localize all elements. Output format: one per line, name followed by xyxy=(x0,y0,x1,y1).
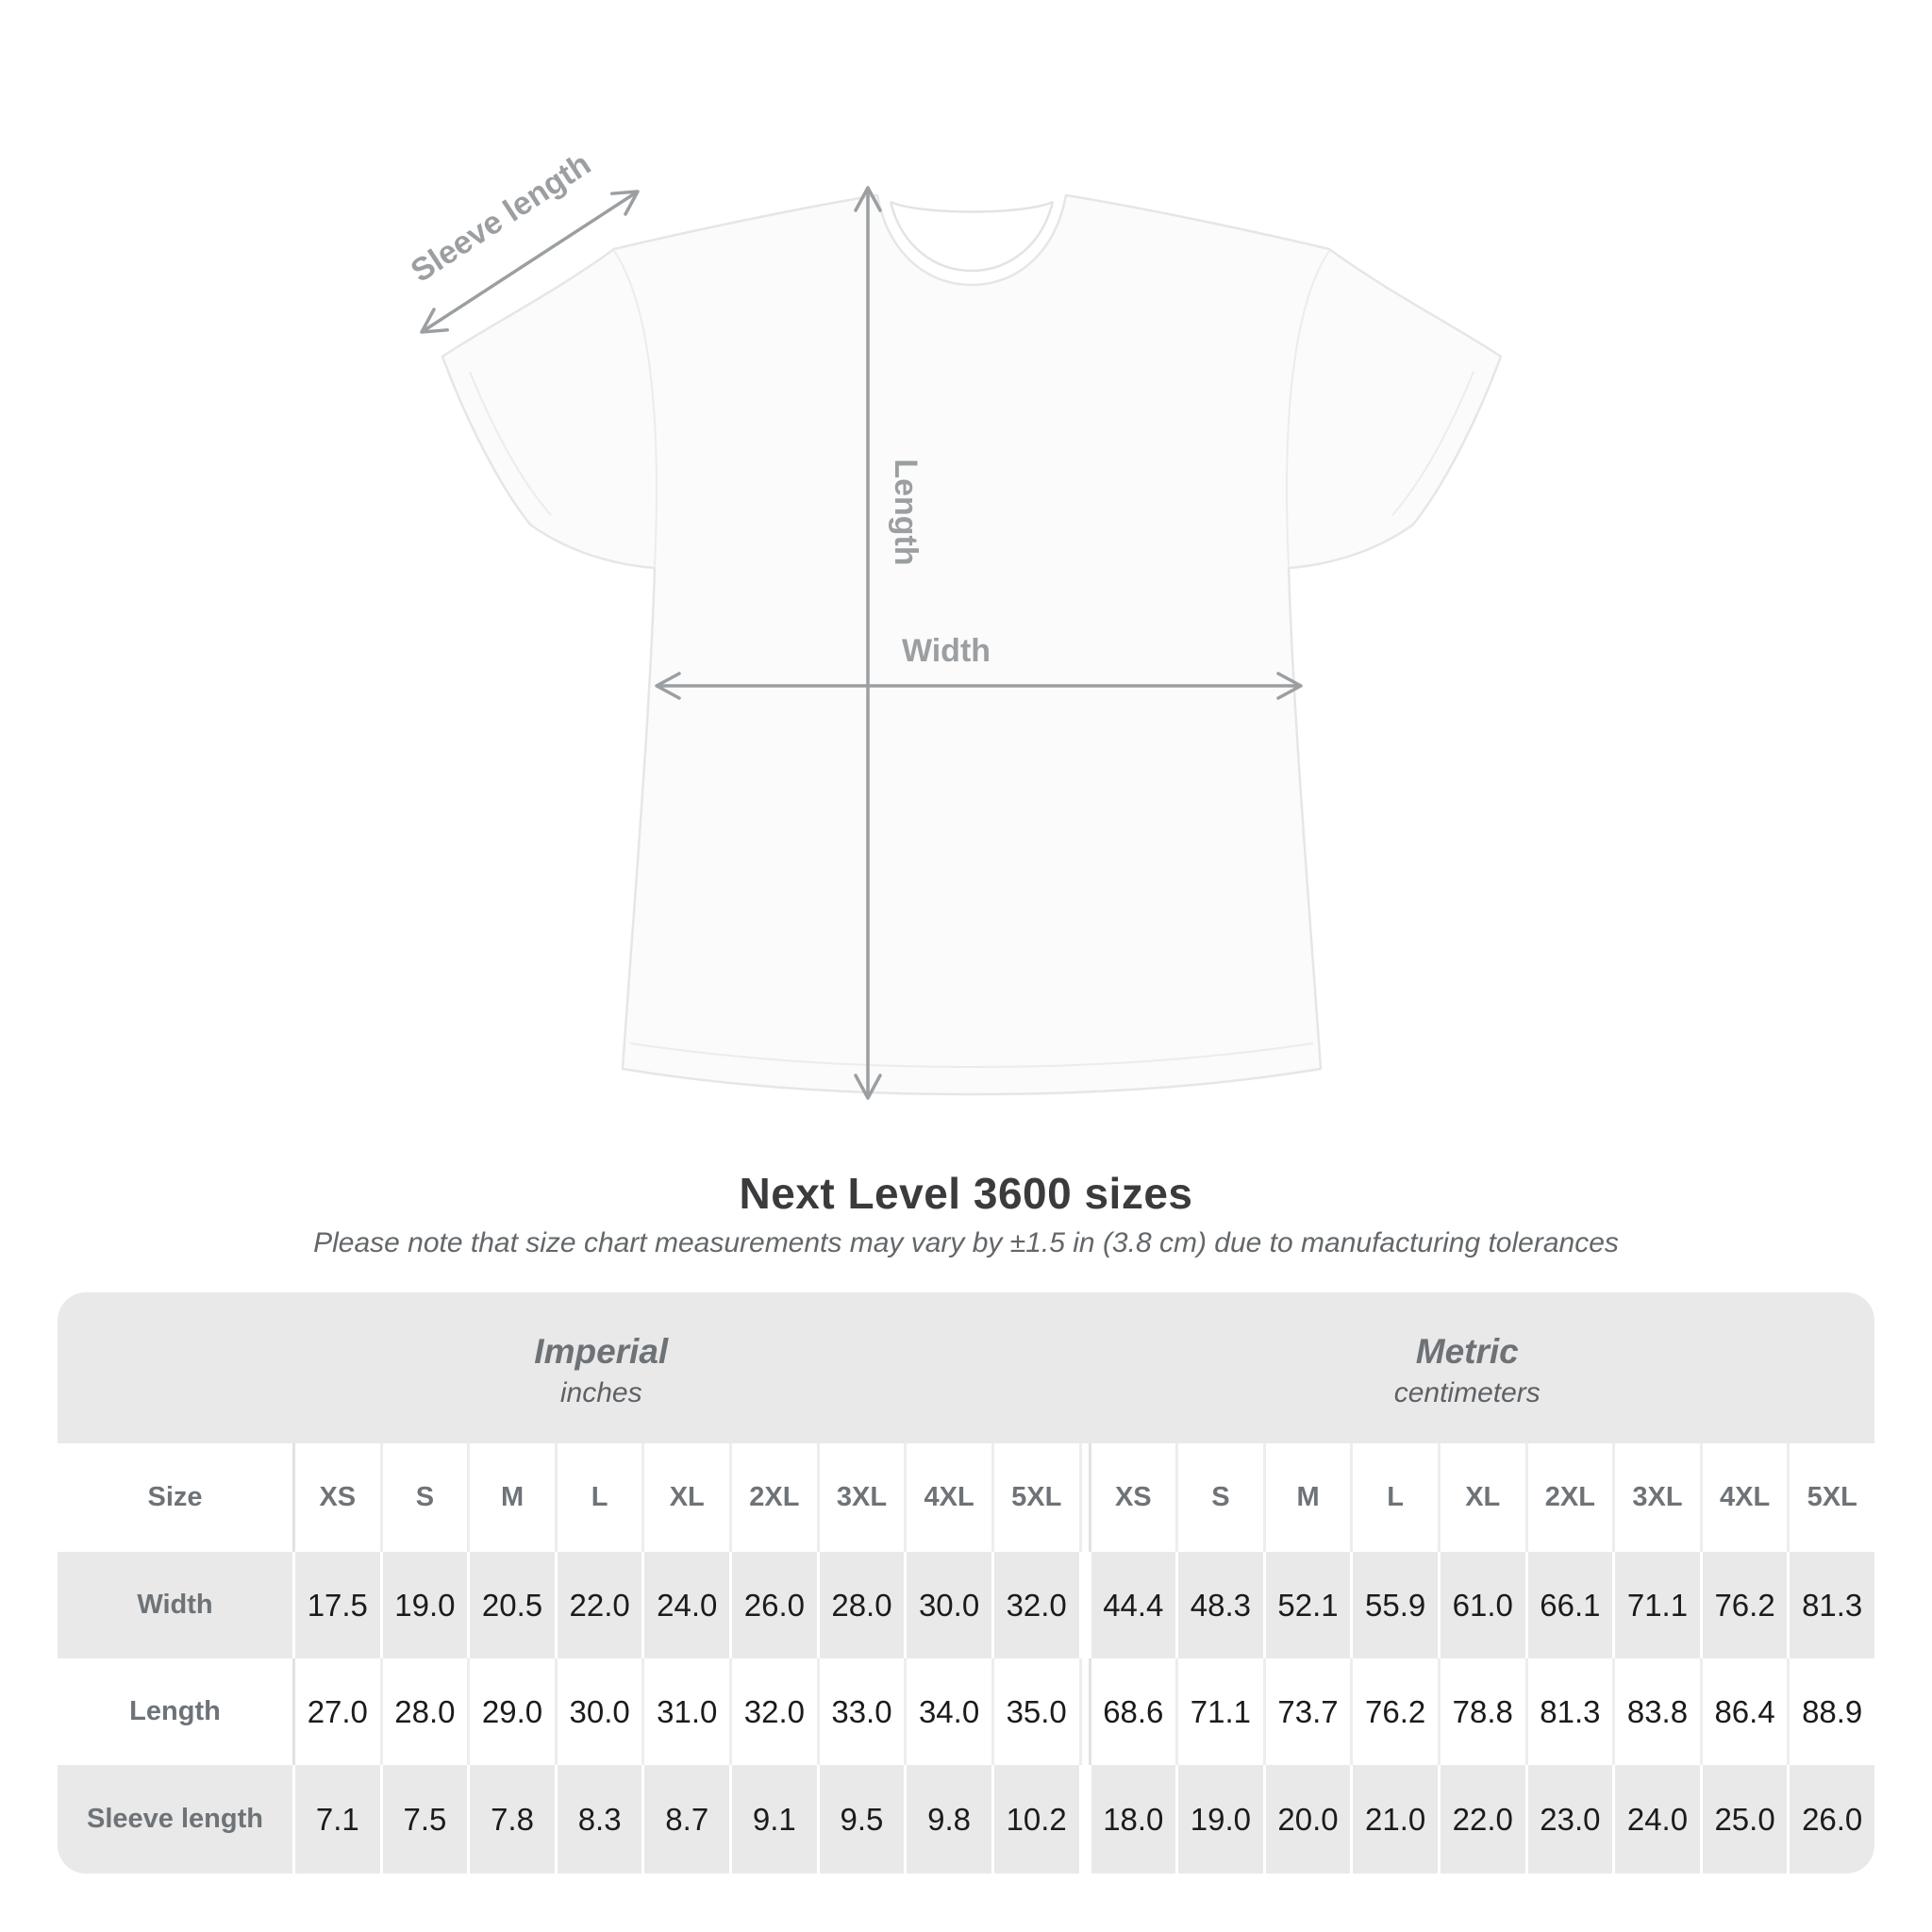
value-cell: 66.1 xyxy=(1525,1552,1613,1658)
unit-gap xyxy=(1079,1552,1089,1658)
metric-group-unit: centimeters xyxy=(1393,1377,1541,1408)
row-label: Length xyxy=(129,1696,221,1726)
value-cell: 19.0 xyxy=(380,1552,468,1658)
value-cell: 22.0 xyxy=(555,1552,642,1658)
metric-group-title: Metric xyxy=(1415,1332,1519,1371)
value-cell: 30.0 xyxy=(555,1658,642,1765)
value-cell: 29.0 xyxy=(467,1658,555,1765)
value-cell: 78.8 xyxy=(1438,1658,1525,1765)
value-cell: 31.0 xyxy=(641,1658,729,1765)
value-cell: 5XL xyxy=(1787,1443,1874,1552)
value-cell: 32.0 xyxy=(991,1552,1079,1658)
value-cell: S xyxy=(1175,1443,1263,1552)
value-cell: 5XL xyxy=(991,1443,1079,1552)
value-cell: 3XL xyxy=(1612,1443,1700,1552)
unit-group-header xyxy=(58,1292,1874,1443)
value-cell: 30.0 xyxy=(904,1552,991,1658)
value-cell: 68.6 xyxy=(1089,1658,1176,1765)
imperial-group-title: Imperial xyxy=(534,1332,669,1371)
value-cell: 18.0 xyxy=(1089,1765,1176,1874)
value-cell: 26.0 xyxy=(1787,1765,1874,1874)
value-cell: 86.4 xyxy=(1700,1658,1788,1765)
value-cell: 24.0 xyxy=(641,1552,729,1658)
value-cell: 10.2 xyxy=(991,1765,1079,1874)
value-cell: 25.0 xyxy=(1700,1765,1788,1874)
value-cell: 9.1 xyxy=(729,1765,817,1874)
value-cell: 35.0 xyxy=(991,1658,1079,1765)
value-cell: 48.3 xyxy=(1175,1552,1263,1658)
value-cell: 17.5 xyxy=(292,1552,380,1658)
value-cell: 7.8 xyxy=(467,1765,555,1874)
value-cell: 9.8 xyxy=(904,1765,991,1874)
value-cell: 52.1 xyxy=(1263,1552,1351,1658)
value-cell: M xyxy=(467,1443,555,1552)
unit-gap xyxy=(1079,1765,1089,1874)
table-row xyxy=(58,1765,1874,1874)
value-cell: 20.0 xyxy=(1263,1765,1351,1874)
value-cell: 3XL xyxy=(817,1443,905,1552)
value-cell: 21.0 xyxy=(1350,1765,1438,1874)
value-cell: 28.0 xyxy=(817,1552,905,1658)
value-cell: 7.1 xyxy=(292,1765,380,1874)
value-cell: 55.9 xyxy=(1350,1552,1438,1658)
table-rows xyxy=(58,1443,1874,1874)
value-cell: 24.0 xyxy=(1612,1765,1700,1874)
value-cell: XS xyxy=(1089,1443,1176,1552)
value-cell: 34.0 xyxy=(904,1658,991,1765)
unit-gap xyxy=(1079,1443,1089,1552)
value-cell: 61.0 xyxy=(1438,1552,1525,1658)
table-row xyxy=(58,1552,1874,1658)
value-cell: 27.0 xyxy=(292,1658,380,1765)
value-cell: 8.3 xyxy=(555,1765,642,1874)
value-cell: 44.4 xyxy=(1089,1552,1176,1658)
width-label: Width xyxy=(901,633,991,669)
value-cell: 76.2 xyxy=(1350,1658,1438,1765)
metric-group xyxy=(1089,1292,1875,1443)
value-cell: 7.5 xyxy=(380,1765,468,1874)
value-cell: 26.0 xyxy=(729,1552,817,1658)
unit-gap xyxy=(1079,1658,1089,1765)
value-cell: 9.5 xyxy=(817,1765,905,1874)
value-cell: XL xyxy=(641,1443,729,1552)
value-cell: 88.9 xyxy=(1787,1658,1874,1765)
tshirt-collar-seams xyxy=(891,202,1053,271)
value-cell: M xyxy=(1263,1443,1351,1552)
value-cell: 71.1 xyxy=(1612,1552,1700,1658)
imperial-group-unit: inches xyxy=(559,1377,642,1408)
value-cell: 8.7 xyxy=(641,1765,729,1874)
value-cell: 19.0 xyxy=(1175,1765,1263,1874)
page-subtitle: Please note that size chart measurements may vary by ±1.5 in (3.8 cm) due to manufacturing tolerances xyxy=(313,1227,1619,1258)
value-cell: 23.0 xyxy=(1525,1765,1613,1874)
value-cell: XS xyxy=(292,1443,380,1552)
value-cell: 28.0 xyxy=(380,1658,468,1765)
value-cell: S xyxy=(380,1443,468,1552)
table-row xyxy=(58,1658,1874,1765)
page-title: Next Level 3600 sizes xyxy=(739,1169,1193,1218)
value-cell: 4XL xyxy=(1700,1443,1788,1552)
row-label: Sleeve length xyxy=(87,1804,263,1834)
row-label: Width xyxy=(137,1590,213,1620)
value-cell: L xyxy=(1350,1443,1438,1552)
value-cell: 4XL xyxy=(904,1443,991,1552)
value-cell: 33.0 xyxy=(817,1658,905,1765)
value-cell: 71.1 xyxy=(1175,1658,1263,1765)
value-cell: 76.2 xyxy=(1700,1552,1788,1658)
value-cell: 22.0 xyxy=(1438,1765,1525,1874)
table-row xyxy=(58,1443,1874,1552)
value-cell: 73.7 xyxy=(1263,1658,1351,1765)
size-chart-table xyxy=(58,1292,1874,1874)
value-cell: 2XL xyxy=(729,1443,817,1552)
size-column-header: Size xyxy=(147,1482,203,1512)
length-label: Length xyxy=(888,458,924,566)
value-cell: 81.3 xyxy=(1525,1658,1613,1765)
imperial-group xyxy=(58,1292,1079,1443)
value-cell: 83.8 xyxy=(1612,1658,1700,1765)
value-cell: 81.3 xyxy=(1787,1552,1874,1658)
sleeve-length-label: Sleeve length xyxy=(404,145,597,290)
value-cell: L xyxy=(555,1443,642,1552)
value-cell: 32.0 xyxy=(729,1658,817,1765)
value-cell: XL xyxy=(1438,1443,1525,1552)
value-cell: 20.5 xyxy=(467,1552,555,1658)
value-cell: 2XL xyxy=(1525,1443,1613,1552)
